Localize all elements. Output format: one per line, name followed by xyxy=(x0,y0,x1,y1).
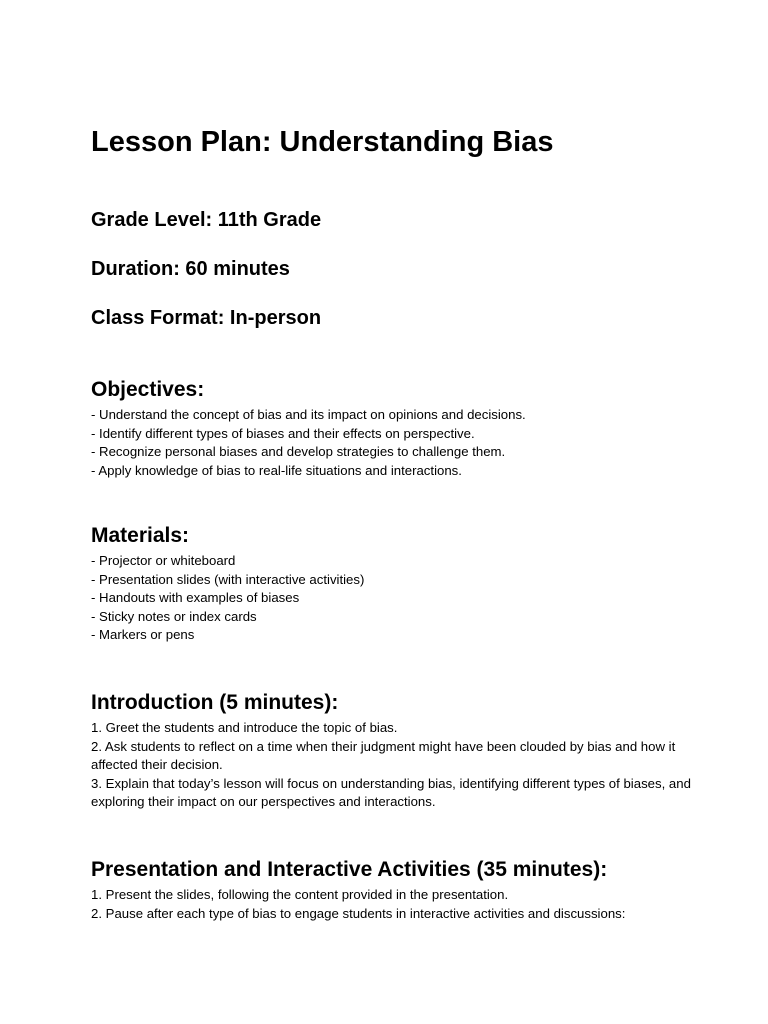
list-item: - Sticky notes or index cards xyxy=(91,608,257,624)
list-item: - Identify different types of biases and their effects on perspective. xyxy=(91,425,475,441)
list-item: - Presentation slides (with interactive activities) xyxy=(91,571,365,587)
objectives-heading: Objectives: xyxy=(91,378,205,401)
list-item: 1. Greet the students and introduce the topic of bias. xyxy=(91,720,398,735)
objectives-section xyxy=(91,377,691,480)
presentation-section xyxy=(91,857,691,923)
list-item: 3. Explain that today’s lesson will focus on understanding bias, identifying different types of biases, and exploring their impact on our perspectives and interactions. xyxy=(91,775,691,810)
objectives-list xyxy=(91,406,691,480)
list-item: 2. Ask students to reflect on a time when their judgment might have been clouded by bias and how it affected their decision. xyxy=(91,738,676,773)
class-format: Class Format: In-person xyxy=(91,307,322,329)
duration: Duration: 60 minutes xyxy=(91,258,290,280)
grade-level: Grade Level: 11th Grade xyxy=(91,209,322,231)
introduction-section xyxy=(91,690,691,812)
list-item: - Recognize personal biases and develop strategies to challenge them. xyxy=(91,444,506,460)
list-item: - Handouts with examples of biases xyxy=(91,590,300,606)
list-item: - Understand the concept of bias and its impact on opinions and decisions. xyxy=(91,407,526,422)
list-item: - Projector or whiteboard xyxy=(91,553,236,568)
presentation-list xyxy=(91,886,691,923)
list-item: 2. Pause after each type of bias to engage students in interactive activities and discussions: xyxy=(91,905,626,921)
list-item: - Apply knowledge of bias to real-life situations and interactions. xyxy=(91,462,462,478)
presentation-heading: Presentation and Interactive Activities (35 minutes): xyxy=(91,858,608,881)
materials-list xyxy=(91,552,691,645)
introduction-list xyxy=(91,719,691,812)
list-item: - Markers or pens xyxy=(91,627,195,643)
document-title: Lesson Plan: Understanding Bias xyxy=(91,126,554,158)
introduction-heading: Introduction (5 minutes): xyxy=(91,691,339,714)
materials-heading: Materials: xyxy=(91,524,190,547)
list-item: 1. Present the slides, following the content provided in the presentation. xyxy=(91,887,509,902)
materials-section xyxy=(91,523,691,645)
